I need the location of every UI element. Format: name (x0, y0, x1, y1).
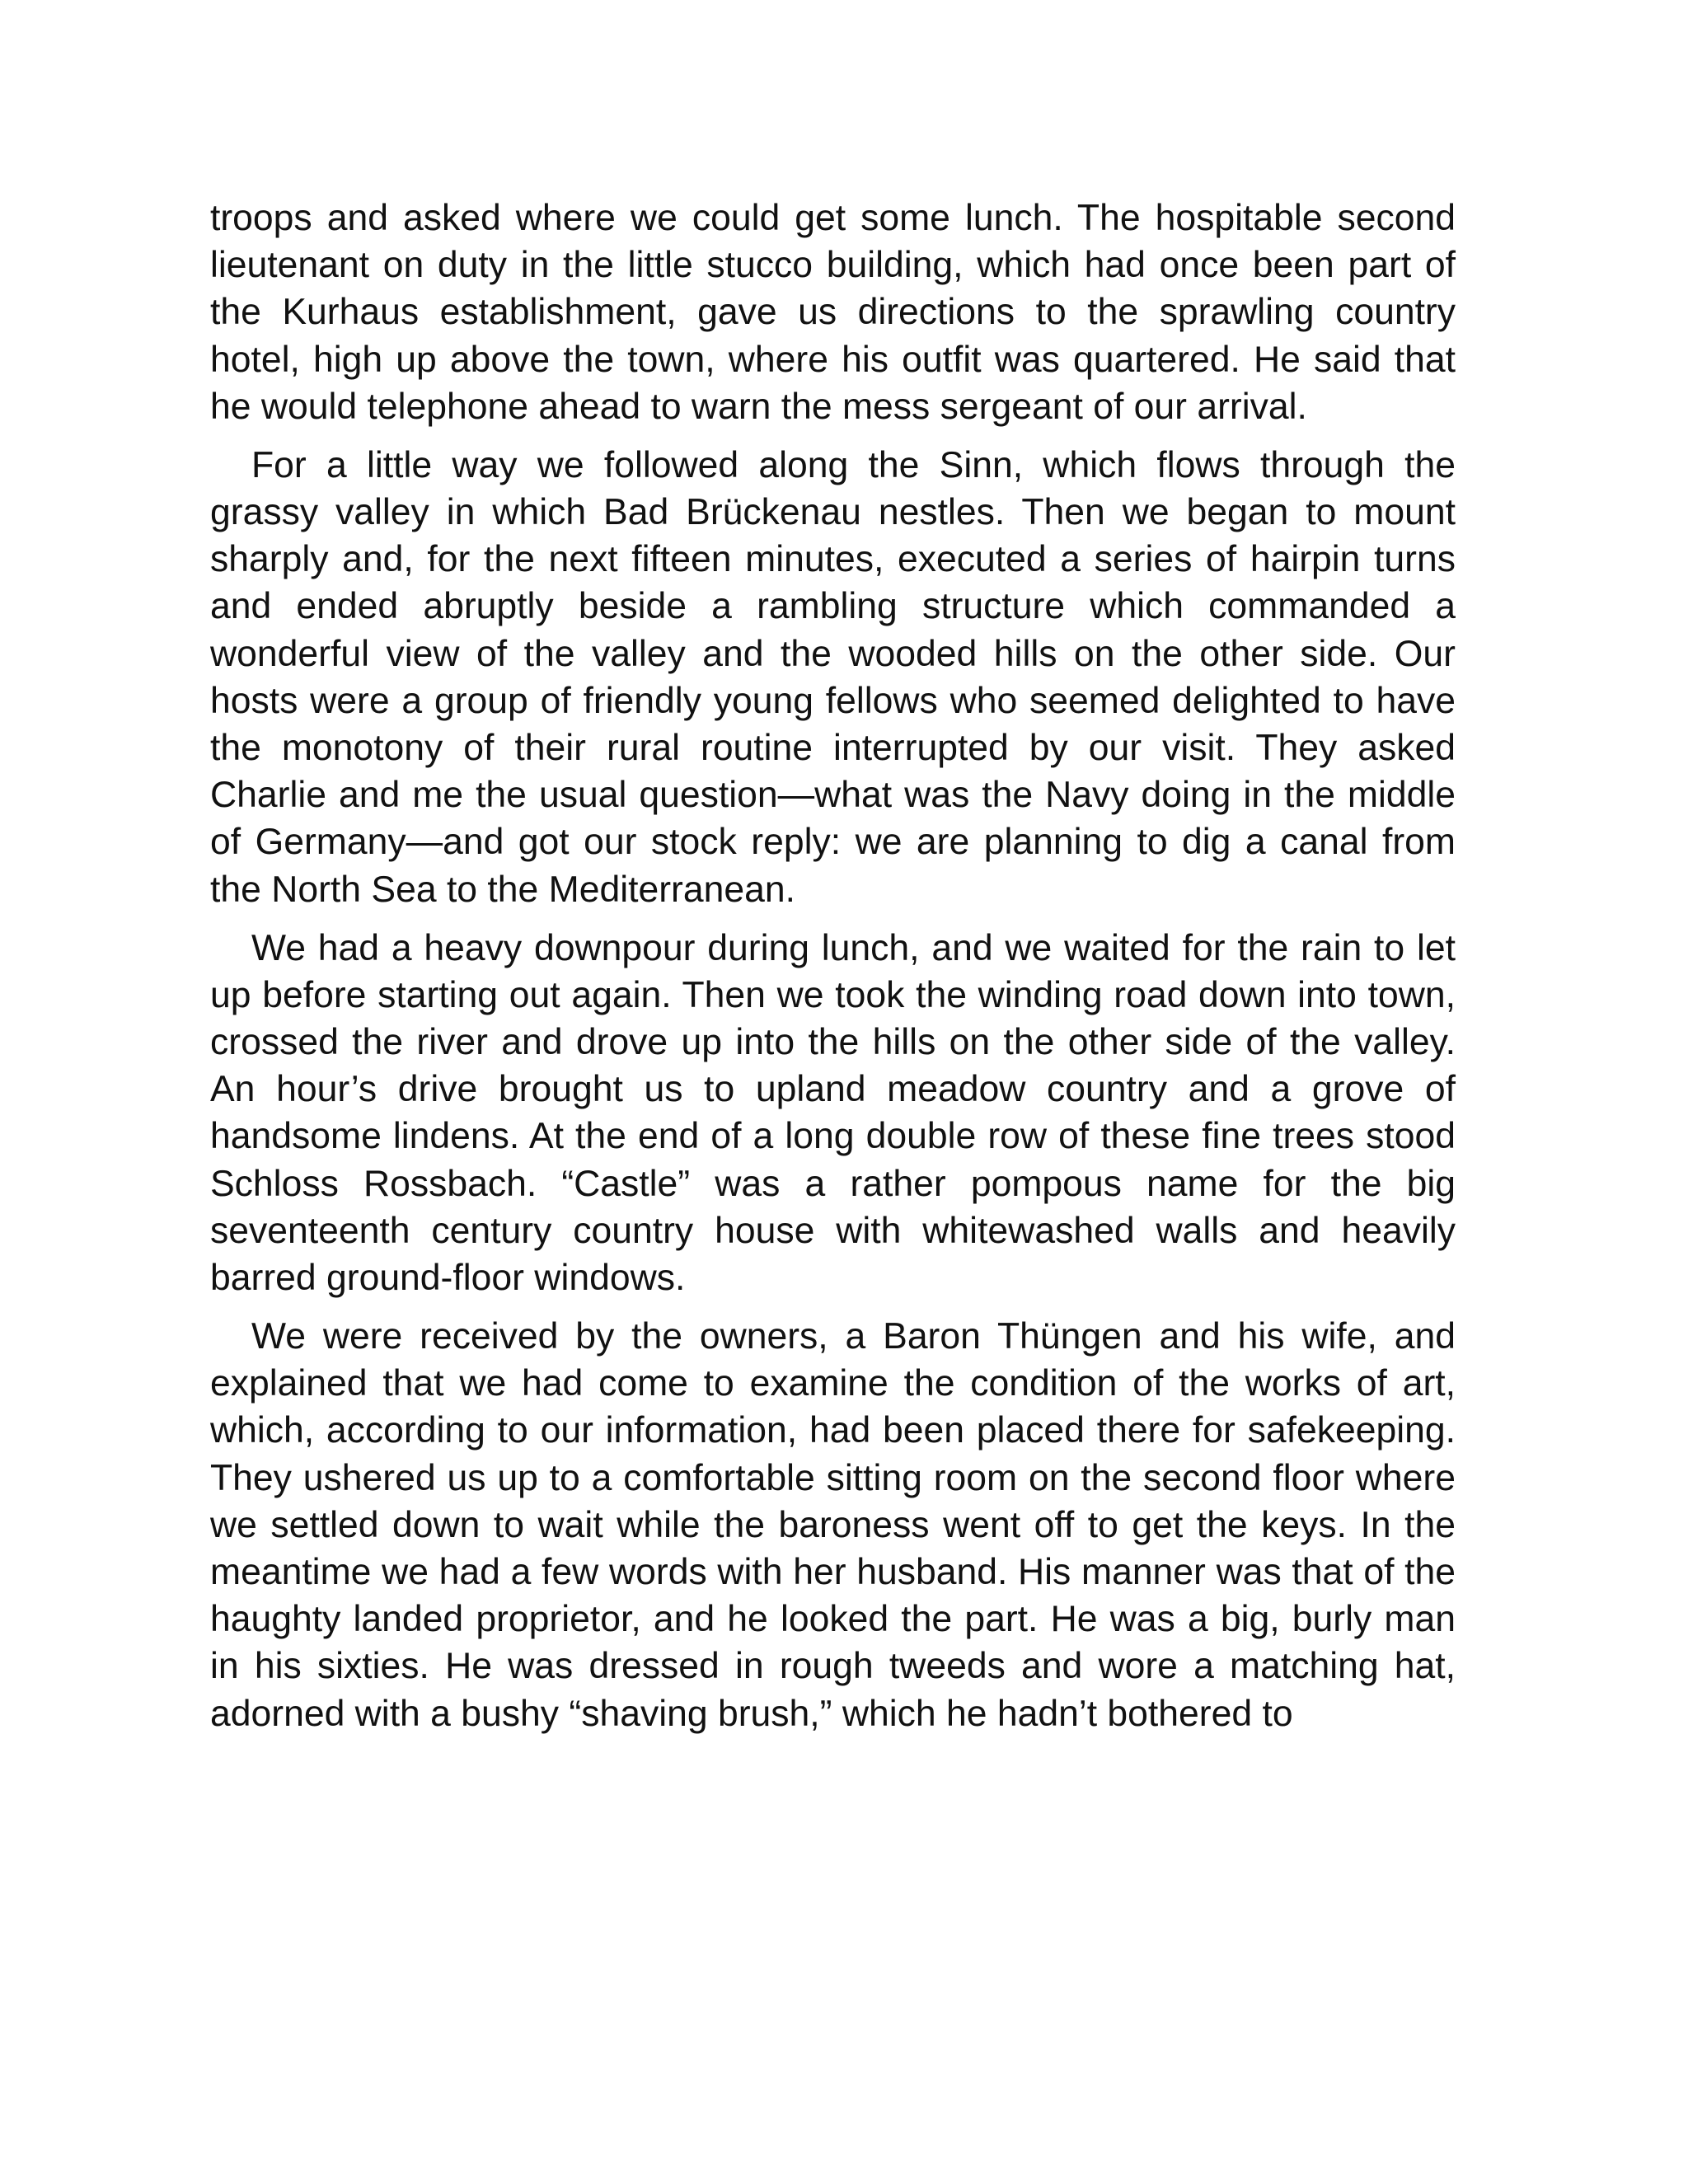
paragraph-4: We were received by the owners, a Baron Thüngen and his wife, and explained that we had come to examine the condition of the works of art, which, according to our information, had been placed there for safekeeping. They ushered us up to a comfortable sitting room on the second floor where we settled down to wait while the baroness went off to get the keys. In the meantime we had a few words with her husband. His manner was that of the haughty landed proprietor, and he looked the part. He was a big, burly man in his sixties. He was dressed in rough tweeds and wore a matching hat, adorned with a bushy “shaving brush,” which he hadn’t bothered to (210, 1316, 1456, 1734)
paragraph-1: troops and asked where we could get some lunch. The hospitable second lieutenant on duty in the little stucco building, which had once been part of the Kurhaus establishment, gave us directions to the sprawling country hotel, high up above the town, where his outfit was quartered. He said that he would telephone ahead to warn the mess sergeant of our arrival. (210, 198, 1456, 427)
paragraph-3: We had a heavy downpour during lunch, and we waited for the rain to let up before starting out again. Then we took the winding road down into town, crossed the river and drove up into the hills on the other side of the valley. An hour’s drive brought us to upland meadow country and a grove of handsome lindens. At the end of a long double row of these fine trees stood Schloss Rossbach. “Castle” was a rather pompous name for the big seventeenth century country house with whitewashed walls and heavily barred ground-floor windows. (210, 927, 1456, 1299)
paragraph-2: For a little way we followed along the Sinn, which flows through the grassy valley in which Bad Brückenau nestles. Then we began to mount sharply and, for the next fifteen minutes, executed a series of hairpin turns and ended abruptly beside a rambling structure which commanded a wonderful view of the valley and the wooded hills on the other side. Our hosts were a group of friendly young fellows who seemed delighted to have the monotony of their rural routine interrupted by our visit. They asked Charlie and me the usual question—what was the Navy doing in the middle of Germany—and got our stock reply: we are planning to dig a canal from the North Sea to the Mediterranean. (210, 444, 1456, 910)
body-text (210, 194, 1456, 1737)
